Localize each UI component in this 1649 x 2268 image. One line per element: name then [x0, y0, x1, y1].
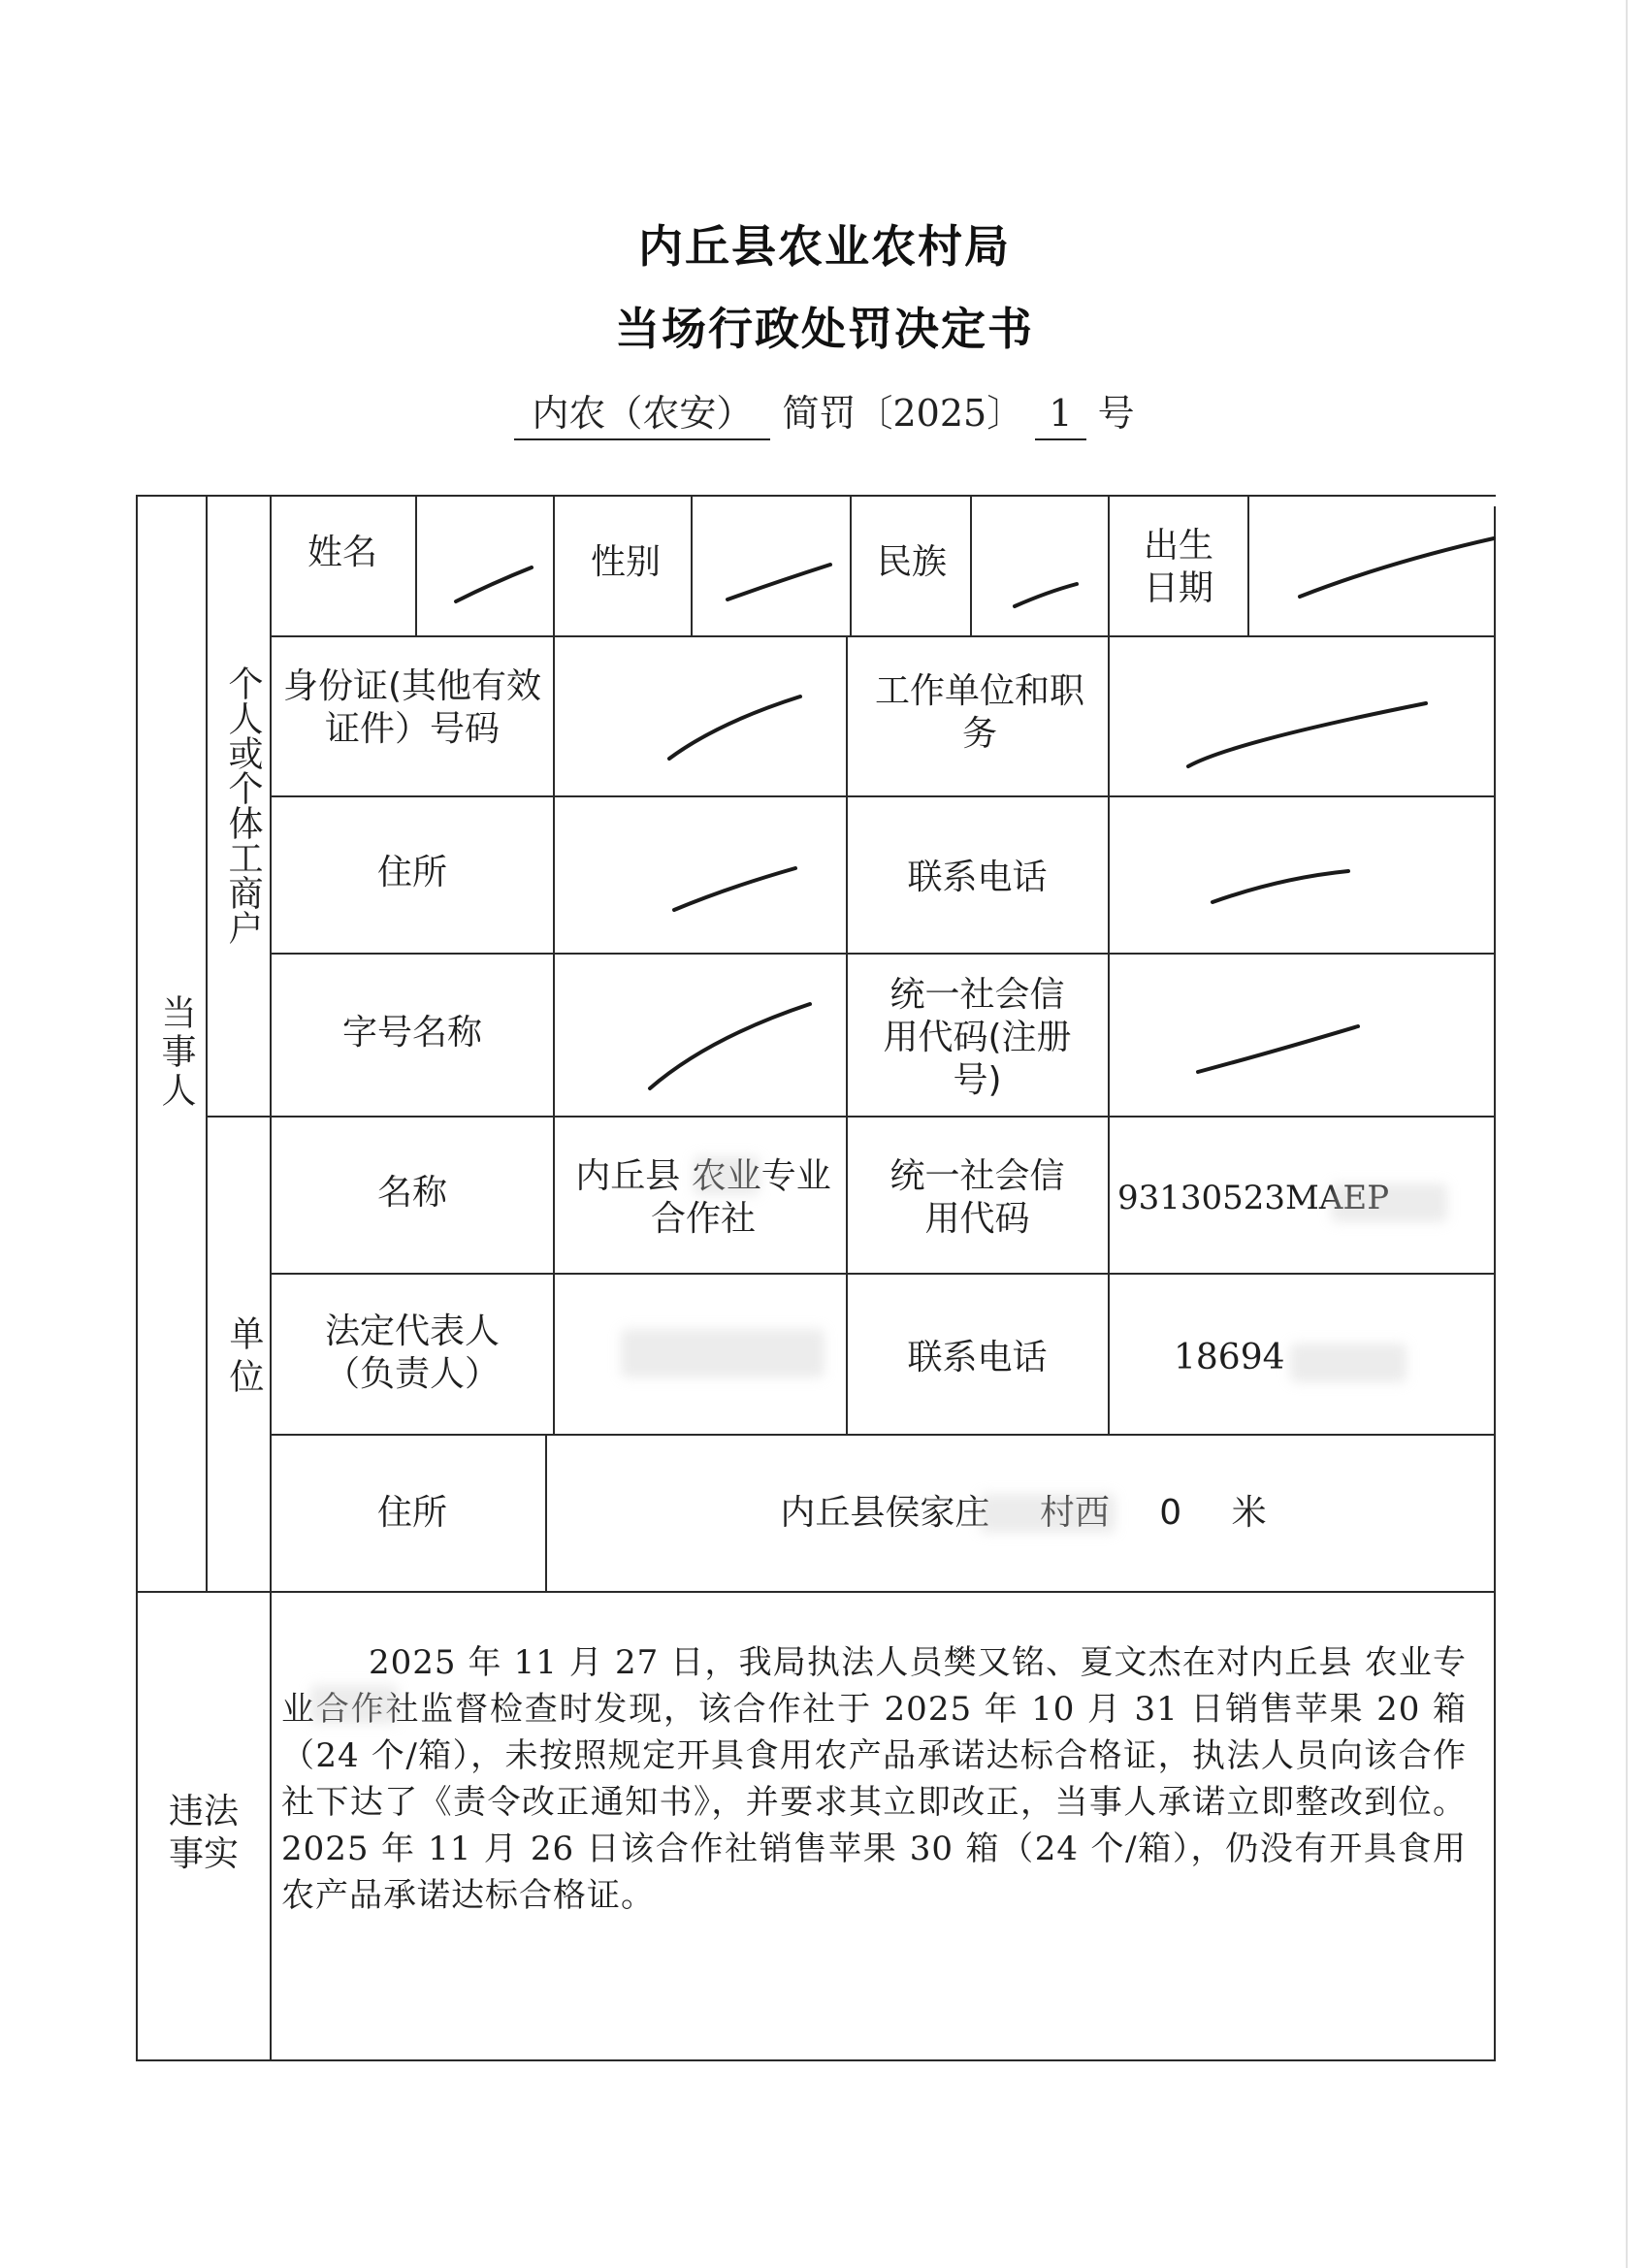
workplace-label: 工作单位和职务 — [874, 671, 1084, 754]
unit-credit-code-value: 93130523MAEP — [1117, 1179, 1390, 1217]
violation-facts-text: 2025 年 11 月 27 日，我局执法人员樊又铭、夏文杰在对内丘县 农业专业合作社监督检查时发现，该合作社于 2025 年 10 月 31 日销售苹果 20 箱（24 个/箱），未按照规定开具食用农产品承诺达标合格证，执法人员向该合作社下达了《责令改正通知书》，并要求其立即改正，当事人承诺立即整改到位。2025 年 11 月 26 日该合作社销售苹果 30 箱（24 个/箱），仍没有开具食用农产品承诺达标合格证。 — [281, 1643, 1467, 1915]
stroke-trade-name — [650, 1004, 810, 1088]
individual-phone-label: 联系电话 — [907, 858, 1048, 897]
stroke-phone — [1212, 871, 1348, 902]
unit-address-value: 内丘县侯家庄 村西 0 米 — [780, 1493, 1267, 1533]
unit-label: 单位 — [224, 1315, 264, 1401]
unit-name-label: 名称 — [376, 1173, 447, 1213]
id-number-label: 身份证(其他有效证件）号码 — [282, 666, 542, 749]
stroke-gender — [728, 565, 830, 599]
trade-name-label: 字号名称 — [341, 1013, 482, 1053]
stroke-name — [456, 567, 532, 601]
document-title: 当场行政处罚决定书 — [615, 303, 1034, 355]
ethnicity-label: 民族 — [876, 542, 947, 582]
unit-name-value: 内丘县 农业专业合作社 — [575, 1156, 831, 1239]
unit-phone-value: 18694 — [1174, 1338, 1285, 1377]
doc-number-value: 1 — [1035, 388, 1085, 440]
party-label: 当事人 — [156, 994, 196, 1111]
violation-facts-label: 违法事实 — [168, 1792, 239, 1874]
legal-rep-label: 法定代表人（负责人） — [324, 1312, 500, 1394]
doc-number-prefix: 内农（农安） — [514, 388, 770, 440]
stroke-credit-code — [1198, 1026, 1358, 1072]
individual-label: 个人或个体工商户 — [223, 665, 263, 945]
unit-credit-code-label: 统一社会信用代码 — [889, 1156, 1065, 1239]
agency-title: 内丘县农业农村局 — [638, 220, 1011, 273]
doc-number-middle: 简罚〔2025〕 — [782, 392, 1024, 435]
stroke-id — [669, 697, 800, 759]
stroke-ethnicity — [1015, 584, 1077, 606]
unit-address-label: 住所 — [376, 1493, 447, 1533]
individual-credit-code-label: 统一社会信用代码(注册号) — [883, 975, 1072, 1100]
gender-label: 性别 — [590, 542, 661, 582]
stroke-address — [674, 868, 795, 910]
stroke-workplace — [1188, 703, 1426, 766]
birthdate-label: 出生日期 — [1143, 526, 1213, 608]
stroke-birthdate — [1300, 538, 1494, 597]
individual-address-label: 住所 — [376, 853, 447, 892]
name-label: 姓名 — [307, 533, 377, 572]
unit-phone-label: 联系电话 — [907, 1338, 1048, 1377]
doc-number-suffix: 号 — [1097, 392, 1135, 435]
